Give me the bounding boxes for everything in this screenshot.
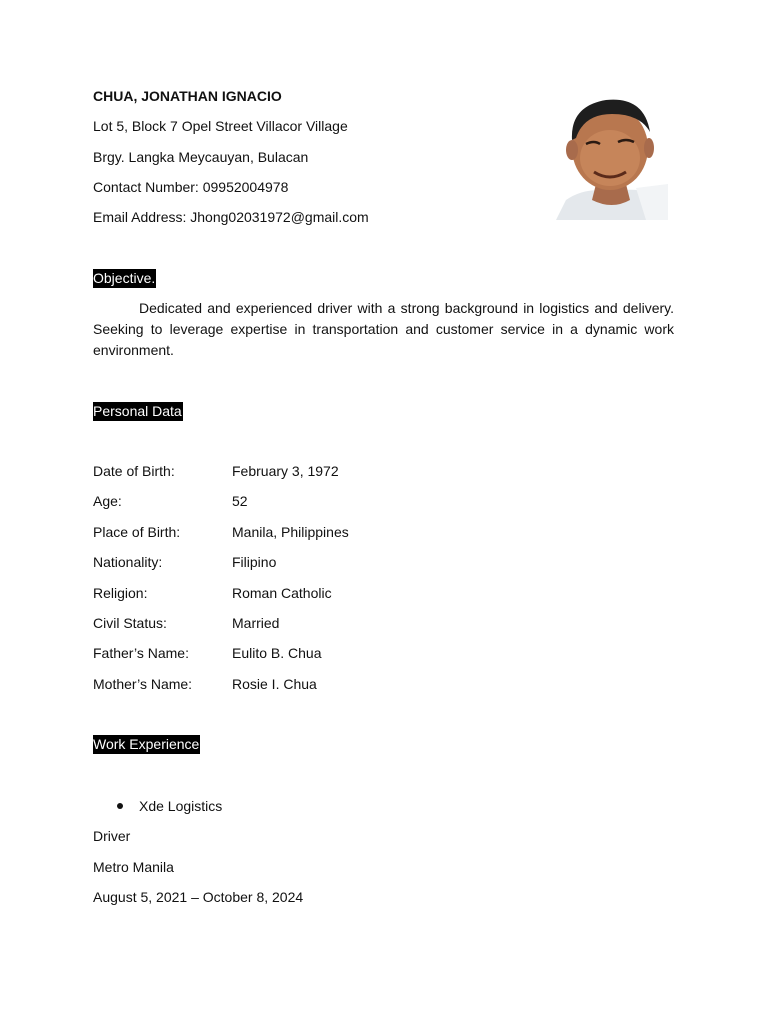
age-label: Age:	[93, 493, 122, 509]
employment-dates: August 5, 2021 – October 8, 2024	[93, 889, 304, 905]
address-line-1: Lot 5, Block 7 Opel Street Villacor Village	[93, 118, 348, 134]
objective-text: Dedicated and experienced driver with a strong background in logistics and delivery. Seeking to leverage expertise in transportation and customer service in a dynamic work environment.	[93, 300, 674, 358]
father-name-value: Eulito B. Chua	[232, 645, 322, 661]
work-experience-heading: Work Experience	[93, 736, 200, 752]
applicant-name: CHUA, JONATHAN IGNACIO	[93, 88, 282, 104]
nationality-label: Nationality:	[93, 554, 163, 570]
personal-data-heading: Personal Data	[93, 403, 182, 419]
mother-name-value: Rosie I. Chua	[232, 676, 317, 692]
contact-number: Contact Number: 09952004978	[93, 179, 289, 195]
objective-heading: Objective.	[93, 270, 156, 286]
email-address: Email Address: Jhong02031972@gmail.com	[93, 209, 369, 225]
birthdate-value: February 3, 1972	[232, 463, 339, 479]
civil-status-label: Civil Status:	[93, 615, 167, 631]
birthplace-value: Manila, Philippines	[232, 524, 349, 540]
address-line-2: Brgy. Langka Meycauyan, Bulacan	[93, 149, 309, 165]
company-name: Xde Logistics	[139, 798, 223, 814]
bullet-icon	[117, 803, 123, 809]
age-value: 52	[232, 493, 248, 509]
job-location: Metro Manila	[93, 859, 174, 875]
portrait-image	[556, 88, 668, 220]
birthplace-label: Place of Birth:	[93, 524, 181, 540]
job-position: Driver	[93, 828, 131, 844]
applicant-photo	[556, 88, 668, 220]
religion-value: Roman Catholic	[232, 585, 332, 601]
father-name-label: Father’s Name:	[93, 645, 189, 661]
mother-name-label: Mother’s Name:	[93, 676, 193, 692]
religion-label: Religion:	[93, 585, 148, 601]
nationality-value: Filipino	[232, 554, 277, 570]
civil-status-value: Married	[232, 615, 280, 631]
birthdate-label: Date of Birth:	[93, 463, 175, 479]
